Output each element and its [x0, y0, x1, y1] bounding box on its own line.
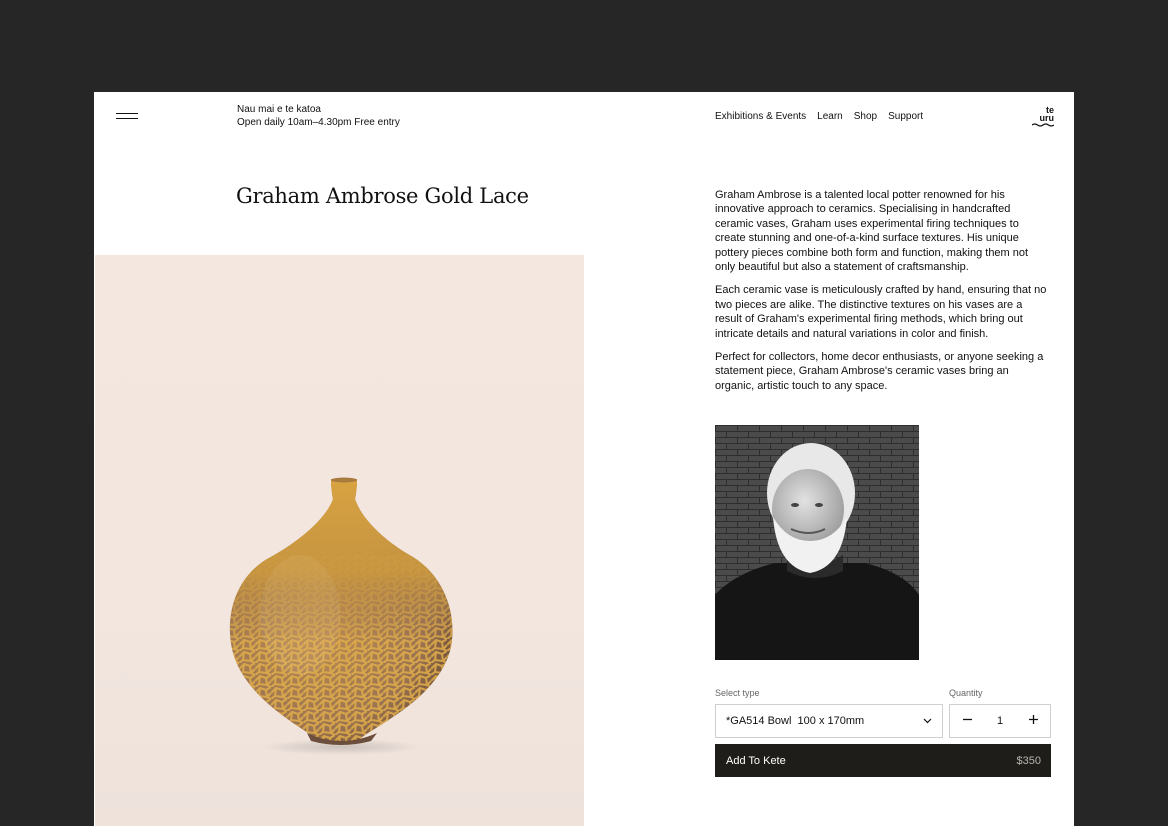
logo-text-te: te	[1045, 105, 1054, 115]
decrease-quantity-button[interactable]	[960, 714, 974, 728]
nav-support[interactable]: Support	[888, 111, 924, 122]
quantity-value[interactable]: 1	[996, 715, 1004, 727]
quantity-stepper	[949, 704, 1051, 738]
nav-shop[interactable]: Shop	[853, 111, 878, 122]
hamburger-menu-icon[interactable]	[116, 111, 138, 121]
welcome-text	[237, 104, 400, 129]
welcome-line: Nau mai e te katoa	[237, 104, 321, 115]
product-title: Graham Ambrose Gold Lace	[236, 184, 529, 208]
add-to-kete-label: Add To Kete	[726, 754, 786, 767]
logo-text-uru: uru	[1039, 113, 1054, 123]
site-logo[interactable]	[1032, 106, 1054, 128]
selected-type-value: *GA514 Bowl 100 x 170mm	[726, 715, 865, 727]
add-to-kete-button[interactable]	[715, 744, 1051, 777]
main-nav	[715, 111, 923, 122]
product-image	[95, 255, 584, 826]
nav-exhibitions-events[interactable]: Exhibitions & Events	[715, 111, 807, 122]
artist-portrait	[715, 425, 919, 660]
description-paragraph: Each ceramic vase is meticulously crafted by hand, ensuring that no two pieces are alike. The distinctive textures on his vases are a result of Graham's experimental firing methods, which bring out intricate details and natural variations in color and finish.	[715, 284, 1047, 340]
quantity-label: Quantity	[949, 688, 983, 698]
type-select[interactable]	[715, 704, 943, 738]
artist-photo	[715, 425, 919, 660]
vase-illustration	[95, 255, 584, 826]
description-paragraph: Graham Ambrose is a talented local potter renowned for his innovative approach to ceramics. Specialising in handcrafted ceramic vases, Graham uses experimental firing techniques to create stunning and one-of-a-kind surface textures. His unique pottery pieces combine both form and function, making them not only beautiful but also a statement of craftsmanship.	[715, 189, 1029, 274]
description-paragraph: Perfect for collectors, home decor enthusiasts, or anyone seeking a statement piece, Graham Ambrose's ceramic vases bring an organic, artistic touch to any space.	[715, 351, 1044, 392]
plus-icon	[1028, 714, 1039, 725]
opening-hours: Open daily 10am–4.30pm Free entry	[237, 116, 400, 128]
chevron-down-icon	[922, 716, 932, 726]
page	[94, 92, 1074, 826]
select-type-label: Select type	[715, 688, 760, 698]
minus-icon	[962, 714, 973, 725]
nav-learn[interactable]: Learn	[817, 111, 843, 122]
increase-quantity-button[interactable]	[1026, 714, 1040, 728]
logo-wave-icon	[1032, 123, 1054, 127]
product-price: $350	[1016, 754, 1041, 767]
product-description	[715, 188, 1049, 402]
